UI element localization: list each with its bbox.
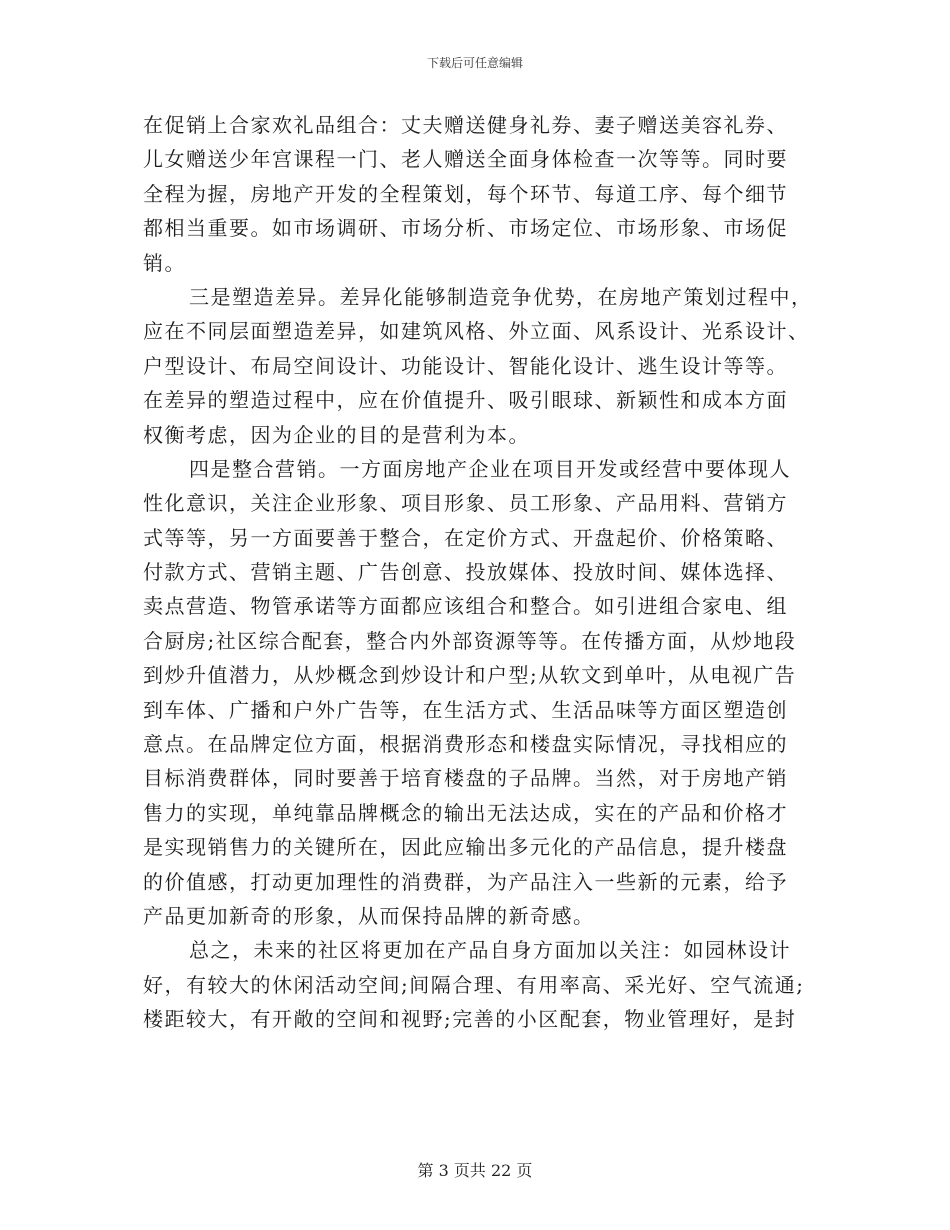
text-line: 付款方式、营销主题、广告创意、投放媒体、投放时间、媒体选择、	[143, 560, 788, 585]
text-line: 都相当重要。如市场调研、市场分析、市场定位、市场形象、市场促	[143, 216, 788, 241]
paragraph-start-line: 总之，未来的社区将更加在产品自身方面加以关注：如园林设计	[189, 938, 791, 963]
text-line: 到车体、广播和户外广告等，在生活方式、生活品味等方面区塑造创	[143, 697, 788, 722]
text-line: 合厨房;社区综合配套，整合内外部资源等等。在传播方面，从炒地段	[143, 628, 797, 653]
text-line: 销。	[143, 250, 186, 275]
text-line: 目标消费群体，同时要善于培育楼盘的子品牌。当然，对于房地产销	[143, 766, 788, 791]
text-line: 楼距较大，有开敞的空间和视野;完善的小区配套，物业管理好，是封	[143, 1007, 797, 1032]
page-header: 下载后可任意编辑	[426, 56, 523, 70]
text-line: 在促销上合家欢礼品组合：丈夫赠送健身礼券、妻子赠送美容礼券、	[143, 113, 788, 137]
document-body	[143, 108, 813, 1037]
text-line: 在差异的塑造过程中，应在价值提升、吸引眼球、新颖性和成本方面	[143, 388, 788, 413]
text-line: 售力的实现，单纯靠品牌概念的输出无法达成，实在的产品和价格才	[143, 800, 788, 825]
paragraph-start-line: 四是整合营销。一方面房地产企业在项目开发或经营中要体现人	[189, 456, 791, 481]
text-line: 意点。在品牌定位方面，根据消费形态和楼盘实际情况，寻找相应的	[143, 732, 788, 757]
text-line: 的价值感，打动更加理性的消费群，为产品注入一些新的元素，给予	[143, 869, 788, 894]
text-line: 户型设计、布局空间设计、功能设计、智能化设计、逃生设计等等。	[143, 353, 788, 378]
text-line: 性化意识，关注企业形象、项目形象、员工形象、产品用料、营销方	[143, 491, 788, 516]
text-line: 权衡考虑，因为企业的目的是营利为本。	[143, 422, 530, 447]
page-footer: 第 3 页共 22 页	[417, 1161, 533, 1180]
text-line: 是实现销售力的关键所在，因此应输出多元化的产品信息，提升楼盘	[143, 835, 788, 860]
text-line: 全程为握，房地产开发的全程策划，每个环节、每道工序、每个细节	[143, 181, 788, 206]
text-line: 卖点营造、物管承诺等方面都应该组合和整合。如引进组合家电、组	[143, 594, 788, 619]
text-line: 到炒升值潜力，从炒概念到炒设计和户型;从软文到单叶，从电视广告	[143, 663, 797, 688]
text-line: 好，有较大的休闲活动空间;间隔合理、有用率高、采光好、空气流通;	[143, 972, 805, 997]
text-line: 儿女赠送少年宫课程一门、老人赠送全面身体检查一次等等。同时要	[143, 147, 788, 172]
paragraph-start-line: 三是塑造差异。差异化能够制造竞争优势，在房地产策划过程中，	[189, 284, 813, 309]
text-line: 应在不同层面塑造差异，如建筑风格、外立面、风系设计、光系设计、	[143, 319, 810, 344]
text-line: 式等等，另一方面要善于整合，在定价方式、开盘起价、价格策略、	[143, 525, 788, 550]
text-line: 产品更加新奇的形象，从而保持品牌的新奇感。	[143, 903, 595, 928]
